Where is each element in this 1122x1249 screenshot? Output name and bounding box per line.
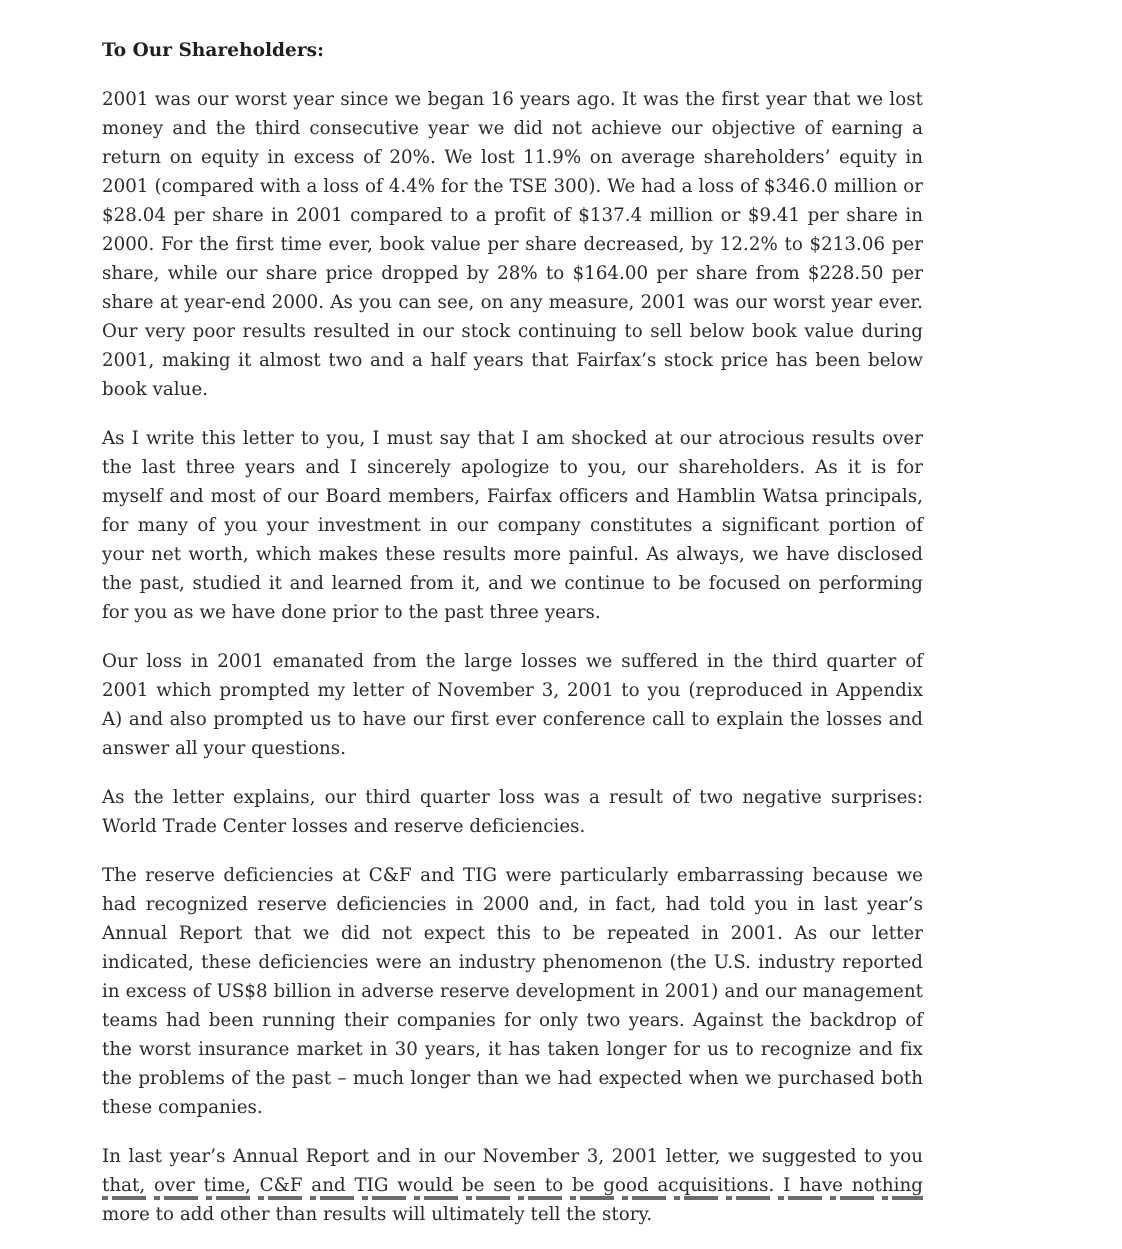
- paragraph-1: 2001 was our worst year since we began 16 years ago. It was the first year that we lost money and the third consecutive year we did not achieve our objective of earning a return on equity in excess of 20%. We lost 11.9% on average shareholders’ equity in 2001 (compared with a loss of 4.4% for the TSE 300). We had a loss of $346.0 million or $28.04 per share in 2001 compared to a profit of $137.4 million or $9.41 per share in 2000. For the first time ever, book value per share decreased, by 12.2% to $213.06 per share, while our share price dropped by 28% to $164.00 per share from $228.50 per share at year-end 2000. As you can see, on any measure, 2001 was our worst year ever. Our very poor results resulted in our stock continuing to sell below book value during 2001, making it almost two and a half years that Fairfax’s stock price has been below book value.: [102, 89, 923, 400]
- cut-off-text-line: [102, 1189, 923, 1200]
- paragraph-6: In last year’s Annual Report and in our November 3, 2001 letter, we suggested to you that, over time, C&F and TIG would be seen to be good acquisitions. I have nothing more to add other than results will ultimately tell the story.: [102, 1146, 923, 1225]
- truncated-text-fragment: [102, 1196, 923, 1200]
- letter-body: [102, 36, 923, 1249]
- paragraph-3: Our loss in 2001 emanated from the large losses we suffered in the third quarter of 2001 which prompted my letter of November 3, 2001 to you (reproduced in Appendix A) and also prompted us to have our first ever conference call to explain the losses and answer all your questions.: [102, 651, 923, 759]
- letter-heading: To Our Shareholders:: [102, 40, 325, 61]
- paragraph-5: The reserve deficiencies at C&F and TIG were particularly embarrassing because we had recognized reserve deficiencies in 2000 and, in fact, had told you in last year’s Annual Report that we did not expect this to be repeated in 2001. As our letter indicated, these deficiencies were an industry phenomenon (the U.S. industry reported in excess of US$8 billion in adverse reserve development in 2001) and our management teams had been running their companies for only two years. Against the backdrop of the worst insurance market in 30 years, it has taken longer for us to recognize and fix the problems of the past – much longer than we had expected when we purchased both these companies.: [102, 865, 923, 1118]
- paragraph-4: As the letter explains, our third quarter loss was a result of two negative surprises: World Trade Center losses and reserve deficiencies.: [102, 787, 923, 837]
- paragraph-2: As I write this letter to you, I must say that I am shocked at our atrocious results over the last three years and I sincerely apologize to you, our shareholders. As it is for myself and most of our Board members, Fairfax officers and Hamblin Watsa principals, for many of you your investment in our company constitutes a significant portion of your net worth, which makes these results more painful. As always, we have disclosed the past, studied it and learned from it, and we continue to be focused on performing for you as we have done prior to the past three years.: [102, 428, 923, 623]
